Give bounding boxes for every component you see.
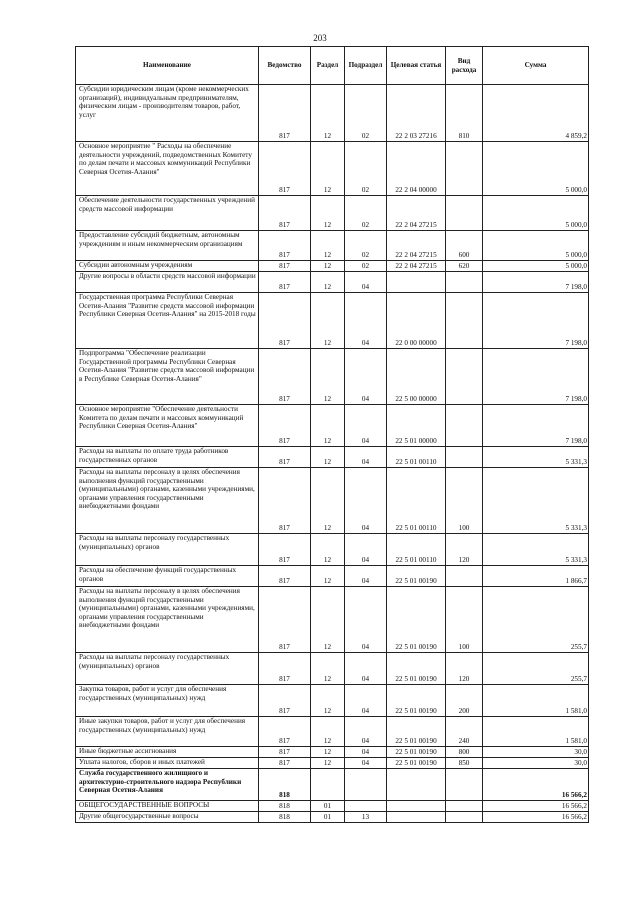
cell-razdel: 12 <box>311 85 345 142</box>
cell-vedomstvo: 817 <box>259 587 311 653</box>
cell-summa: 5 000,0 <box>483 261 589 272</box>
cell-podrazdel: 04 <box>345 747 387 758</box>
cell-summa: 5 331,3 <box>483 468 589 534</box>
cell-statya: 22 2 04 00000 <box>387 142 446 196</box>
table-row <box>76 747 589 758</box>
header-razdel: Раздел <box>311 47 345 85</box>
cell-vedomstvo: 817 <box>259 231 311 261</box>
cell-razdel: 12 <box>311 566 345 587</box>
cell-vid: 600 <box>446 231 483 261</box>
cell-summa: 16 566,2 <box>483 801 589 812</box>
table-row <box>76 142 589 196</box>
cell-razdel: 12 <box>311 231 345 261</box>
cell-summa: 16 566,2 <box>483 812 589 823</box>
cell-statya: 22 2 04 27215 <box>387 261 446 272</box>
cell-vedomstvo: 818 <box>259 801 311 812</box>
cell-razdel: 12 <box>311 587 345 653</box>
cell-razdel: 12 <box>311 272 345 293</box>
table-row <box>76 293 589 349</box>
cell-vid: 810 <box>446 85 483 142</box>
cell-vedomstvo: 817 <box>259 293 311 349</box>
cell-summa: 1 866,7 <box>483 566 589 587</box>
cell-statya: 22 5 01 00190 <box>387 685 446 717</box>
cell-vid <box>446 812 483 823</box>
cell-summa: 5 331,3 <box>483 447 589 468</box>
cell-vid <box>446 272 483 293</box>
cell-podrazdel: 04 <box>345 717 387 747</box>
cell-name: Другие общегосударственные вопросы <box>76 812 259 823</box>
cell-statya: 22 5 01 00110 <box>387 534 446 566</box>
cell-podrazdel: 04 <box>345 447 387 468</box>
cell-vedomstvo: 817 <box>259 534 311 566</box>
cell-vid <box>446 447 483 468</box>
cell-vedomstvo: 817 <box>259 717 311 747</box>
cell-summa: 255,7 <box>483 653 589 685</box>
cell-razdel: 12 <box>311 534 345 566</box>
cell-summa: 16 566,2 <box>483 769 589 801</box>
header-podrazdel: Подраздел <box>345 47 387 85</box>
cell-razdel: 12 <box>311 717 345 747</box>
table-row <box>76 653 589 685</box>
cell-summa: 1 581,0 <box>483 685 589 717</box>
table-row <box>76 272 589 293</box>
cell-name: Уплата налогов, сборов и иных платежей <box>76 758 259 769</box>
table-row <box>76 801 589 812</box>
cell-statya <box>387 769 446 801</box>
cell-vedomstvo: 818 <box>259 769 311 801</box>
cell-vid <box>446 293 483 349</box>
cell-name: Иные закупки товаров, работ и услуг для обеспечения государственных (муниципальных) нужд <box>76 717 259 747</box>
cell-razdel: 12 <box>311 142 345 196</box>
cell-vid <box>446 196 483 231</box>
cell-podrazdel: 04 <box>345 293 387 349</box>
cell-razdel: 12 <box>311 653 345 685</box>
cell-name: Субсидии автономным учреждениям <box>76 261 259 272</box>
cell-vid: 850 <box>446 758 483 769</box>
cell-vedomstvo: 817 <box>259 685 311 717</box>
cell-name: Расходы на выплаты персоналу в целях обеспечения выполнения функций государственными (муниципальными) органами, казенными учреждениями, органами управления государственными внебюджетными фондами <box>76 468 259 534</box>
cell-podrazdel: 04 <box>345 468 387 534</box>
cell-statya: 22 5 01 00190 <box>387 566 446 587</box>
table-row <box>76 587 589 653</box>
cell-vid <box>446 801 483 812</box>
cell-razdel: 12 <box>311 468 345 534</box>
cell-vedomstvo: 817 <box>259 653 311 685</box>
cell-name: Закупка товаров, работ и услуг для обеспечения государственных (муниципальных) нужд <box>76 685 259 717</box>
cell-summa: 7 198,0 <box>483 272 589 293</box>
cell-podrazdel: 02 <box>345 142 387 196</box>
table-body <box>76 85 589 823</box>
cell-statya <box>387 801 446 812</box>
cell-vedomstvo: 817 <box>259 566 311 587</box>
cell-summa: 4 859,2 <box>483 85 589 142</box>
page-number: 203 <box>313 33 327 43</box>
cell-statya: 22 2 04 27215 <box>387 196 446 231</box>
cell-vid: 100 <box>446 468 483 534</box>
cell-vid: 120 <box>446 534 483 566</box>
cell-vedomstvo: 818 <box>259 812 311 823</box>
cell-statya: 22 2 03 27216 <box>387 85 446 142</box>
cell-name: Расходы на выплаты персоналу в целях обеспечения выполнения функций государственными (муниципальными) органами, казенными учреждениями, органами управления государственными внебюджетными фондами <box>76 587 259 653</box>
cell-vedomstvo: 817 <box>259 468 311 534</box>
cell-podrazdel: 04 <box>345 685 387 717</box>
cell-podrazdel: 04 <box>345 566 387 587</box>
cell-podrazdel: 13 <box>345 812 387 823</box>
cell-name: Расходы на обеспечение функций государственных органов <box>76 566 259 587</box>
cell-name: Основное мероприятие " Расходы на обеспечение деятельности учреждений, подведомственных Комитету по делам печати и массовых коммуникаций Республики Северная Осетия-Алания" <box>76 142 259 196</box>
table-row <box>76 349 589 405</box>
cell-name: Государственная программа Республики Северная Осетия-Алания "Развитие средств массовой информации Республики Северная Осетия-Алания" на 2015-2018 годы <box>76 293 259 349</box>
cell-vedomstvo: 817 <box>259 142 311 196</box>
header-summa: Сумма <box>483 47 589 85</box>
cell-summa: 255,7 <box>483 587 589 653</box>
cell-podrazdel: 04 <box>345 758 387 769</box>
cell-name: Служба государственного жилищного и архитектурно-строительного надзора Республики Северная Осетия-Алания <box>76 769 259 801</box>
cell-podrazdel: 02 <box>345 231 387 261</box>
cell-razdel: 01 <box>311 812 345 823</box>
cell-statya: 22 5 01 00000 <box>387 405 446 447</box>
cell-razdel: 01 <box>311 801 345 812</box>
cell-podrazdel <box>345 801 387 812</box>
cell-razdel: 12 <box>311 758 345 769</box>
cell-summa: 5 000,0 <box>483 142 589 196</box>
cell-razdel <box>311 769 345 801</box>
header-name: Наименование <box>76 47 259 85</box>
cell-podrazdel: 04 <box>345 405 387 447</box>
cell-vedomstvo: 817 <box>259 196 311 231</box>
table-row <box>76 85 589 142</box>
cell-name: Основное мероприятие "Обеспечение деятельности Комитета по делам печати и массовых коммуникаций Республики Северная Осетия-Алания" <box>76 405 259 447</box>
cell-statya: 22 5 01 00190 <box>387 747 446 758</box>
cell-statya: 22 5 01 00190 <box>387 653 446 685</box>
table-row <box>76 566 589 587</box>
cell-vedomstvo: 817 <box>259 447 311 468</box>
cell-name: Обеспечение деятельности государственных учреждений средств массовой информации <box>76 196 259 231</box>
table-row <box>76 196 589 231</box>
cell-razdel: 12 <box>311 261 345 272</box>
cell-statya: 22 5 01 00190 <box>387 758 446 769</box>
cell-statya: 22 0 00 00000 <box>387 293 446 349</box>
cell-vid: 620 <box>446 261 483 272</box>
cell-vid <box>446 566 483 587</box>
cell-statya: 22 5 01 00190 <box>387 717 446 747</box>
cell-vedomstvo: 817 <box>259 85 311 142</box>
cell-statya: 22 5 00 00000 <box>387 349 446 405</box>
cell-name: ОБЩЕГОСУДАРСТВЕННЫЕ ВОПРОСЫ <box>76 801 259 812</box>
table-row <box>76 717 589 747</box>
cell-podrazdel: 02 <box>345 261 387 272</box>
cell-summa: 5 000,0 <box>483 231 589 261</box>
table-row <box>76 769 589 801</box>
header-vedomstvo: Ведомство <box>259 47 311 85</box>
cell-summa: 1 581,0 <box>483 717 589 747</box>
cell-podrazdel: 02 <box>345 196 387 231</box>
cell-podrazdel: 04 <box>345 272 387 293</box>
cell-name: Подпрограмма "Обеспечение реализации Государственной программы Республики Северная Осетия-Алания "Развитие средств массовой информации в Республике Северная Осетия-Алания" <box>76 349 259 405</box>
cell-statya <box>387 272 446 293</box>
cell-podrazdel <box>345 769 387 801</box>
cell-podrazdel: 04 <box>345 653 387 685</box>
cell-vid: 200 <box>446 685 483 717</box>
cell-name: Иные бюджетные ассигнования <box>76 747 259 758</box>
cell-name: Расходы на выплаты персоналу государственных (муниципальных) органов <box>76 653 259 685</box>
cell-razdel: 12 <box>311 447 345 468</box>
cell-name: Другие вопросы в области средств массовой информации <box>76 272 259 293</box>
cell-podrazdel: 02 <box>345 85 387 142</box>
cell-statya: 22 5 01 00190 <box>387 587 446 653</box>
cell-vedomstvo: 817 <box>259 405 311 447</box>
cell-vid: 240 <box>446 717 483 747</box>
header-vid: Вид расхода <box>446 47 483 85</box>
cell-summa: 30,0 <box>483 747 589 758</box>
cell-summa: 5 000,0 <box>483 196 589 231</box>
cell-vedomstvo: 817 <box>259 349 311 405</box>
table-row <box>76 405 589 447</box>
header-statya: Целевая статья <box>387 47 446 85</box>
budget-table <box>75 46 589 823</box>
cell-name: Расходы на выплаты персоналу государственных (муниципальных) органов <box>76 534 259 566</box>
cell-vid: 100 <box>446 587 483 653</box>
table-row <box>76 468 589 534</box>
cell-summa: 7 198,0 <box>483 405 589 447</box>
cell-vedomstvo: 817 <box>259 272 311 293</box>
cell-podrazdel: 04 <box>345 349 387 405</box>
cell-summa: 7 198,0 <box>483 293 589 349</box>
table-row <box>76 447 589 468</box>
cell-statya: 22 5 01 00110 <box>387 468 446 534</box>
cell-statya: 22 5 01 00110 <box>387 447 446 468</box>
cell-vid <box>446 349 483 405</box>
table-row <box>76 261 589 272</box>
cell-vid <box>446 405 483 447</box>
cell-vedomstvo: 817 <box>259 261 311 272</box>
cell-summa: 5 331,3 <box>483 534 589 566</box>
cell-vedomstvo: 817 <box>259 747 311 758</box>
table-row <box>76 231 589 261</box>
cell-podrazdel: 04 <box>345 534 387 566</box>
table-row <box>76 812 589 823</box>
cell-razdel: 12 <box>311 405 345 447</box>
table-row <box>76 685 589 717</box>
cell-razdel: 12 <box>311 293 345 349</box>
cell-summa: 30,0 <box>483 758 589 769</box>
cell-vid: 120 <box>446 653 483 685</box>
cell-razdel: 12 <box>311 747 345 758</box>
table-row <box>76 758 589 769</box>
cell-vid: 800 <box>446 747 483 758</box>
table-header-row <box>76 47 589 85</box>
table-row <box>76 534 589 566</box>
cell-razdel: 12 <box>311 196 345 231</box>
cell-podrazdel: 04 <box>345 587 387 653</box>
cell-name: Предоставление субсидий бюджетным, автономным учреждениям и иным некоммерческим организациям <box>76 231 259 261</box>
cell-statya <box>387 812 446 823</box>
cell-statya: 22 2 04 27215 <box>387 231 446 261</box>
cell-name: Расходы на выплаты по оплате труда работников государственных органов <box>76 447 259 468</box>
cell-vid <box>446 142 483 196</box>
cell-razdel: 12 <box>311 685 345 717</box>
cell-vedomstvo: 817 <box>259 758 311 769</box>
cell-vid <box>446 769 483 801</box>
cell-name: Субсидии юридическим лицам (кроме некоммерческих организаций), индивидуальным предпринимателям, физическим лицам - производителям товаров, работ, услуг <box>76 85 259 142</box>
cell-summa: 7 198,0 <box>483 349 589 405</box>
cell-razdel: 12 <box>311 349 345 405</box>
